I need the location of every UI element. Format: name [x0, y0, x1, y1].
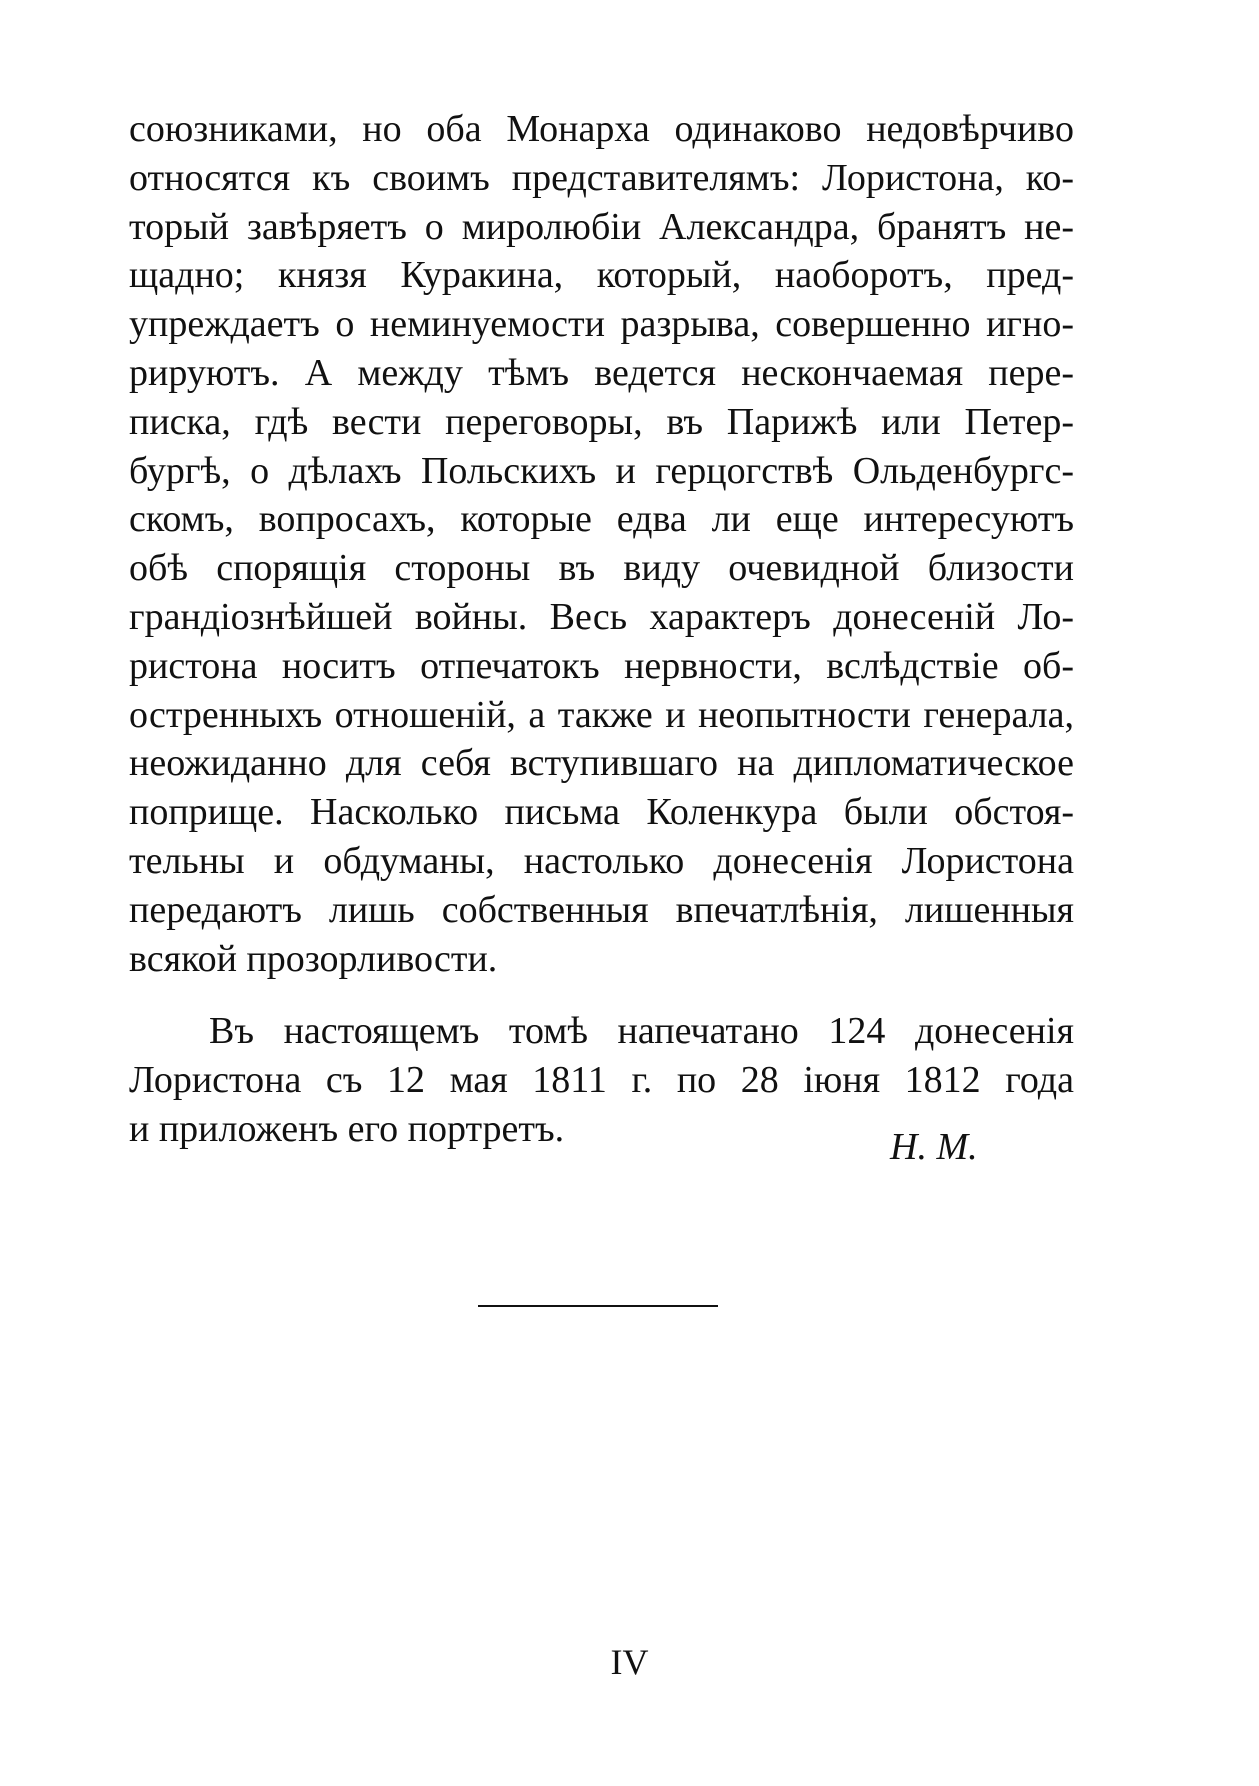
text-line: ристона носитъ отпечатокъ нервности, вслѣдствіе об-	[129, 644, 1074, 687]
text-line: писка, гдѣ вести переговоры, въ Парижѣ или Петер-	[129, 400, 1074, 443]
paragraph-spacing	[129, 983, 1074, 1007]
paragraph-1	[129, 105, 1074, 983]
text-line: союзниками, но оба Монарха одинаково недовѣрчиво	[129, 108, 1074, 150]
text-line: обѣ спорящія стороны въ виду очевидной близости	[129, 547, 1074, 590]
horizontal-rule	[478, 1305, 718, 1307]
text-line: поприще. Насколько письма Коленкура были обстоя-	[129, 791, 1074, 834]
text-line: всякой прозорливости.	[129, 937, 498, 980]
text-line: скомъ, вопросахъ, которые едва ли еще интересуютъ	[129, 498, 1074, 541]
text-line: Лористона съ 12 мая 1811 г. по 28 іюня 1812 года	[129, 1059, 1074, 1102]
text-line: и приложенъ его портретъ.	[129, 1107, 565, 1150]
text-line: щадно; князя Куракина, который, наоборотъ, пред-	[129, 254, 1074, 297]
text-line: передаютъ лишь собственныя впечатлѣнія, лишенныя	[129, 888, 1074, 931]
text-line: тельны и обдуманы, настолько донесенія Лористона	[129, 839, 1074, 882]
body-text	[129, 105, 1074, 1154]
text-line: относятся къ своимъ представителямъ: Лористона, ко-	[129, 156, 1074, 199]
text-line: рируютъ. А между тѣмъ ведется нескончаемая пере-	[129, 351, 1074, 394]
text-line: грандіознѣйшей войны. Весь характеръ донесеній Ло-	[129, 595, 1074, 638]
text-line: неожиданно для себя вступившаго на дипломатическое	[129, 742, 1074, 785]
page-number: IV	[610, 1642, 649, 1682]
text-line: бургѣ, о дѣлахъ Польскихъ и герцогствѣ Ольденбургс-	[129, 449, 1074, 492]
text-line: упреждаетъ о неминуемости разрыва, совершенно игно-	[129, 303, 1074, 346]
signature: Н. М.	[890, 1126, 978, 1168]
text-line: торый завѣряетъ о миролюбіи Александра, бранятъ не-	[129, 205, 1074, 248]
text-line: Въ настоящемъ томѣ напечатано 124 донесенія	[209, 1010, 1074, 1053]
text-line: остренныхъ отношеній, а также и неопытности генерала,	[129, 693, 1074, 736]
